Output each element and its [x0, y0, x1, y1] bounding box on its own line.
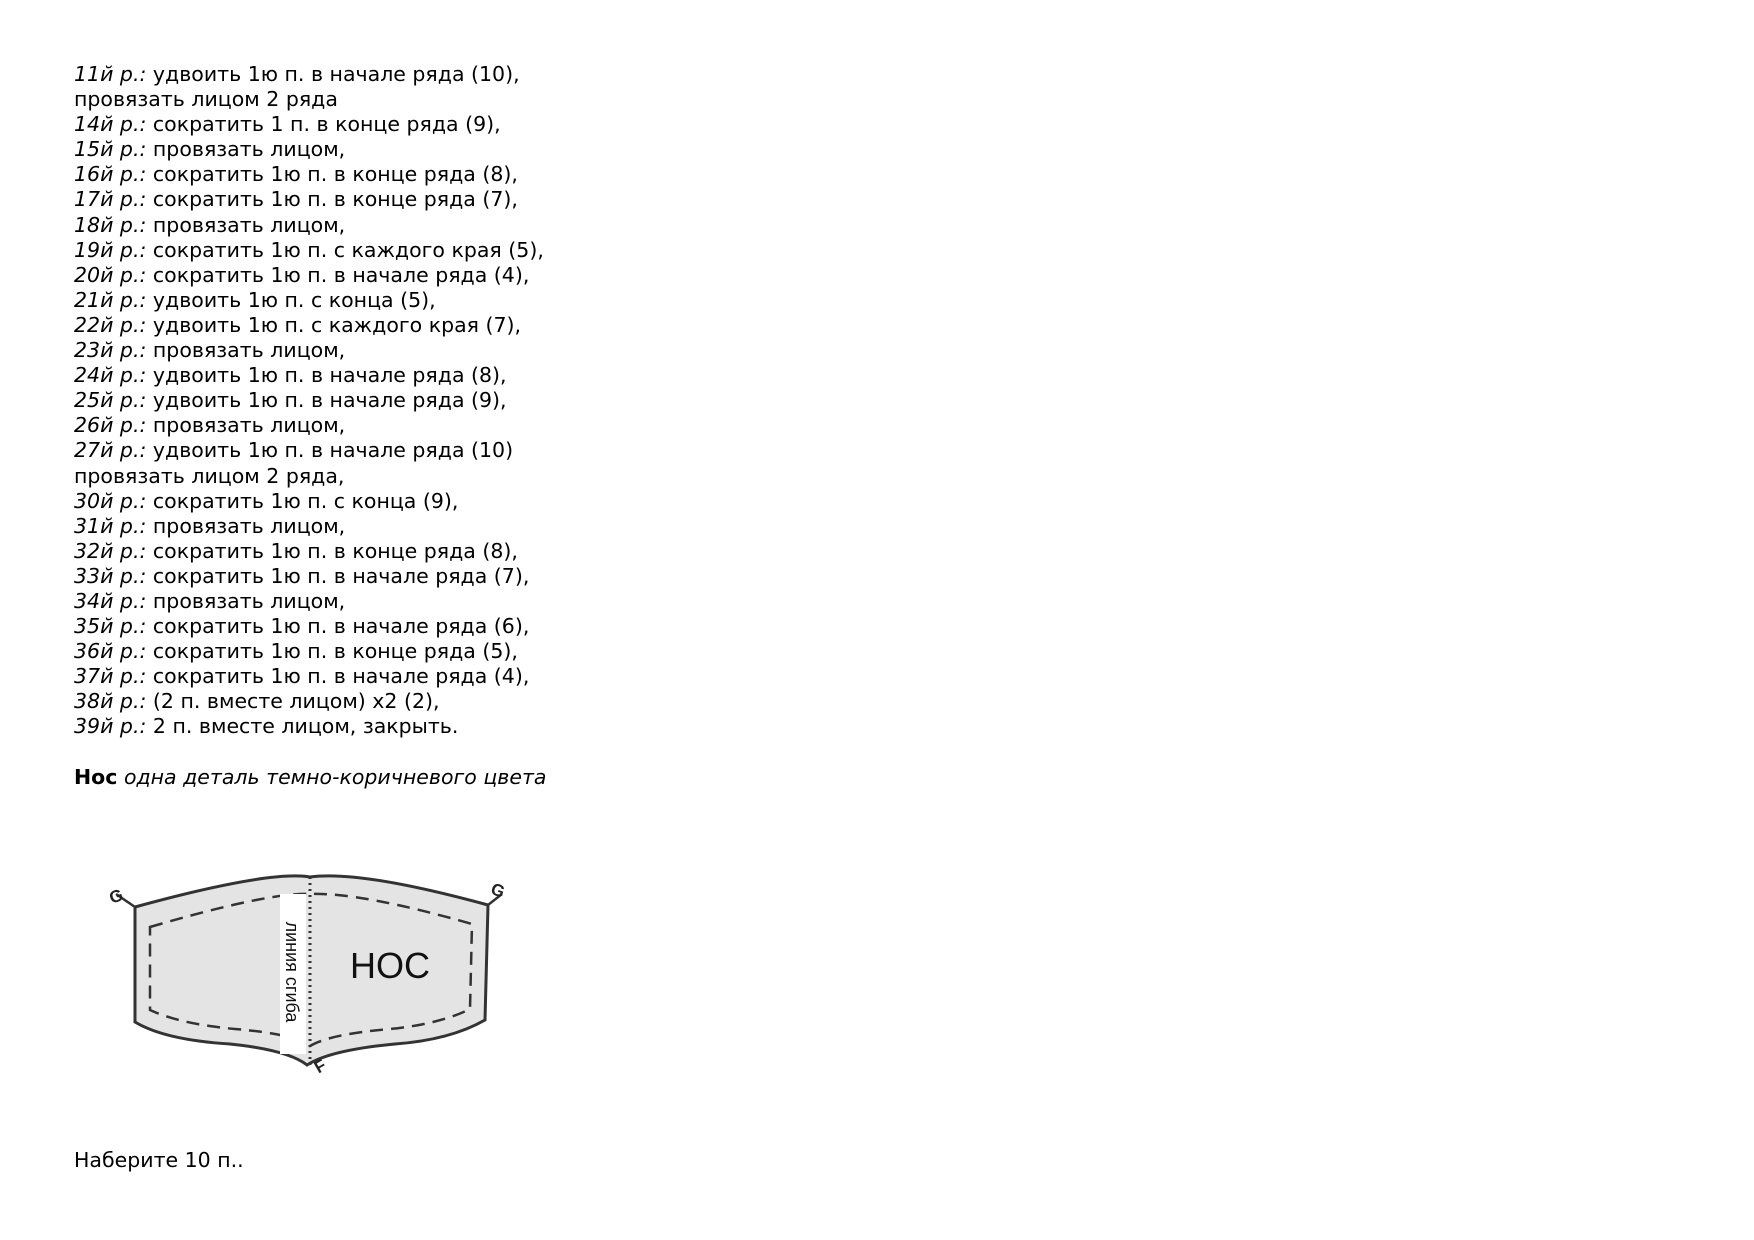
row-number-label: 35й р.: — [74, 614, 147, 639]
row-number-label: 20й р.: — [74, 262, 147, 287]
row-instruction-text: провязать лицом, — [152, 137, 346, 162]
row-number-label: 31й р.: — [74, 513, 147, 538]
row-instruction-text: сократить 1ю п. в начале ряда (4), — [152, 664, 530, 689]
instruction-row — [74, 664, 544, 689]
row-instruction-text: сократить 1ю п. с конца (9), — [152, 488, 459, 513]
row-instruction-text: сократить 1ю п. в начале ряда (4), — [152, 262, 530, 287]
row-instructions-list — [74, 62, 544, 740]
instruction-row — [74, 514, 544, 539]
row-instruction-text: удвоить 1ю п. в начале ряда (9), — [152, 388, 507, 413]
instruction-row — [74, 438, 544, 463]
instruction-row — [74, 112, 544, 137]
row-instruction-text: сократить 1ю п. с каждого края (5), — [152, 237, 544, 262]
row-number-label: 21й р.: — [74, 287, 147, 312]
instruction-row — [74, 388, 544, 413]
instruction-row — [74, 614, 544, 639]
instruction-row — [74, 338, 544, 363]
part-label: НОС — [350, 945, 430, 986]
row-instruction-text: сократить 1ю п. в конце ряда (8), — [152, 538, 518, 563]
row-instruction-text: удвоить 1ю п. в начале ряда (8), — [152, 363, 507, 388]
row-number-label: 16й р.: — [74, 162, 147, 187]
row-number-label: 39й р.: — [74, 714, 147, 739]
row-instruction-text: сократить 1ю п. в конце ряда (8), — [152, 162, 518, 187]
row-number-label: 36й р.: — [74, 639, 147, 664]
row-number-label: 18й р.: — [74, 212, 147, 237]
instruction-row — [74, 288, 544, 313]
row-number-label: 32й р.: — [74, 538, 147, 563]
row-instruction-text: удвоить 1ю п. в начале ряда (10) — [152, 438, 514, 463]
row-instruction-text: провязать лицом, — [152, 513, 346, 538]
row-number-label: 38й р.: — [74, 689, 147, 714]
row-instruction-text: провязать лицом, — [152, 338, 346, 363]
cast-on-instruction: Наберите 10 п.. — [74, 1148, 244, 1172]
row-instruction-text: провязать лицом 2 ряда — [74, 87, 338, 112]
row-instruction-text: сократить 1ю п. в начале ряда (6), — [152, 614, 530, 639]
row-number-label: 22й р.: — [74, 312, 147, 337]
instruction-row — [74, 714, 544, 739]
row-instruction-text: сократить 1ю п. в конце ряда (5), — [152, 639, 518, 664]
row-number-label: 27й р.: — [74, 438, 147, 463]
row-instruction-text: провязать лицом, — [152, 413, 346, 438]
pattern-outline — [135, 876, 488, 1065]
row-instruction-text: сократить 1ю п. в конце ряда (7), — [152, 187, 518, 212]
nose-description: одна деталь темно-коричневого цвета — [123, 765, 547, 789]
instruction-row — [74, 137, 544, 162]
nose-section-heading — [74, 765, 546, 790]
nose-title: Нос — [74, 765, 118, 789]
instruction-row — [74, 363, 544, 388]
instruction-row — [74, 589, 544, 614]
row-instruction-text: удвоить 1ю п. с каждого края (7), — [152, 312, 522, 337]
row-instruction-text: провязать лицом, — [152, 588, 346, 613]
row-number-label: 15й р.: — [74, 137, 147, 162]
instruction-row — [74, 263, 544, 288]
row-instruction-text: 2 п. вместе лицом, закрыть. — [152, 714, 459, 739]
instruction-row — [74, 187, 544, 212]
row-number-label: 11й р.: — [74, 62, 147, 86]
instruction-row — [74, 564, 544, 589]
row-instruction-text: удвоить 1ю п. в начале ряда (10), — [152, 62, 520, 86]
bottom-mark: F — [311, 1055, 330, 1078]
row-number-label: 23й р.: — [74, 338, 147, 363]
row-instruction-text: сократить 1ю п. в начале ряда (7), — [152, 563, 530, 588]
row-number-label: 33й р.: — [74, 563, 147, 588]
instruction-row — [74, 639, 544, 664]
row-instruction-text: провязать лицом, — [152, 212, 346, 237]
instruction-row — [74, 238, 544, 263]
corner-mark-left: G — [106, 885, 126, 908]
corner-mark-right: G — [488, 879, 508, 902]
row-number-label: 37й р.: — [74, 664, 147, 689]
instruction-row — [74, 313, 544, 338]
instruction-row — [74, 689, 544, 714]
row-number-label: 25й р.: — [74, 388, 147, 413]
row-number-label: 34й р.: — [74, 588, 147, 613]
instruction-row — [74, 87, 544, 112]
row-number-label: 19й р.: — [74, 237, 147, 262]
nose-pattern-diagram — [106, 872, 510, 1078]
row-instruction-text: провязать лицом 2 ряда, — [74, 463, 345, 488]
instruction-row — [74, 162, 544, 187]
row-instruction-text: сократить 1 п. в конце ряда (9), — [152, 112, 501, 137]
row-number-label: 17й р.: — [74, 187, 147, 212]
instruction-row — [74, 213, 544, 238]
row-number-label: 24й р.: — [74, 363, 147, 388]
row-instruction-text: удвоить 1ю п. с конца (5), — [152, 287, 436, 312]
instruction-row — [74, 489, 544, 514]
row-number-label: 26й р.: — [74, 413, 147, 438]
row-instruction-text: (2 п. вместе лицом) х2 (2), — [152, 689, 440, 714]
row-number-label: 30й р.: — [74, 488, 147, 513]
instruction-row — [74, 413, 544, 438]
instruction-row — [74, 464, 544, 489]
instruction-row — [74, 62, 544, 87]
instruction-row — [74, 539, 544, 564]
fold-label: линия сгиба — [282, 921, 302, 1023]
row-number-label: 14й р.: — [74, 112, 147, 137]
